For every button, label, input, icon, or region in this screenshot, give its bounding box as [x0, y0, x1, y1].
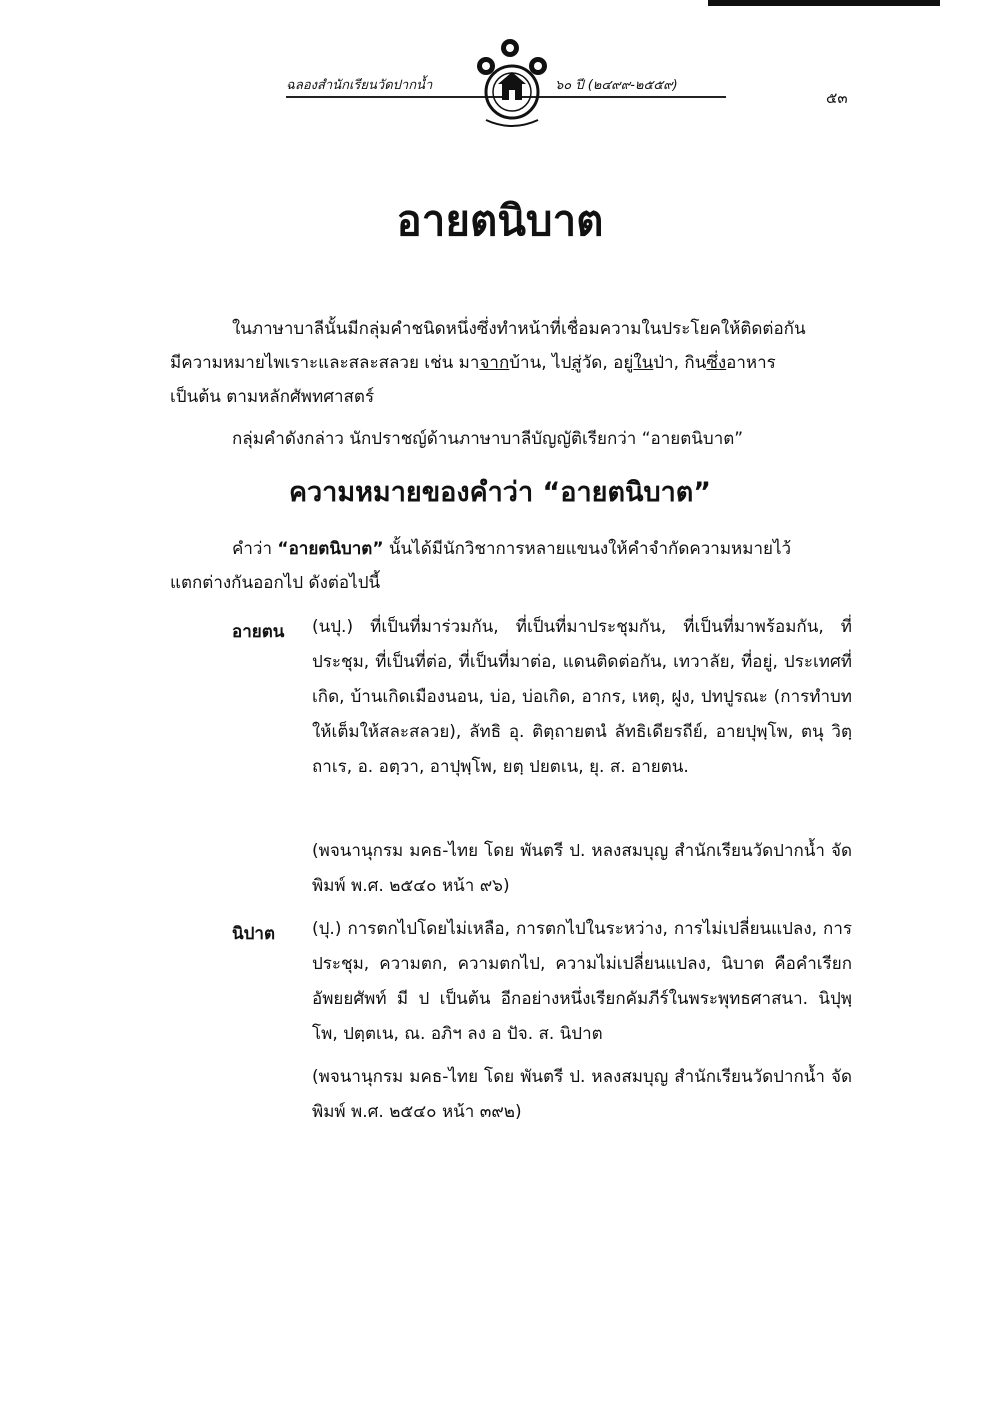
underlined-word: ใน [633, 353, 654, 373]
meaning-intro-line-1 [232, 532, 791, 566]
intro-text: บ้าน, ไป [509, 353, 572, 373]
meaning-text: นั้นได้มีนักวิชาการหลายแขนงให้คำจำกัดความหมายไว้ [383, 539, 792, 559]
temple-seal-logo-icon [472, 36, 552, 132]
entry-citation: (พจนานุกรม มคธ-ไทย โดย พันตรี ป. หลงสมบุญ สำนักเรียนวัดปากน้ำ จัดพิมพ์ พ.ศ. ๒๕๔๐ หน้า ๙๖) [312, 841, 852, 896]
intro-line-3: เป็นต้น ตามหลักศัพทศาสตร์ [170, 387, 375, 407]
entry-citation: (พจนานุกรม มคธ-ไทย โดย พันตรี ป. หลงสมบุญ สำนักเรียนวัดปากน้ำ จัดพิมพ์ พ.ศ. ๒๕๔๐ หน้า ๓๙๒) [312, 1067, 852, 1122]
underlined-word: สู่ [571, 353, 582, 373]
underlined-word: จาก [479, 353, 510, 373]
entry-definition: (นปุ.) ที่เป็นที่มาร่วมกัน, ที่เป็นที่มาประชุมกัน, ที่เป็นที่มาพร้อมกัน, ที่ประชุม, ที่เป็นที่ต่อ, ที่เป็นที่มาต่อ, แดนติดต่อกัน, เทวาลัย, ที่อยู่, ประเทศที่เกิด, บ้านเกิดเมืองนอน, บ่อ, บ่อเกิด, อากร, เหตุ, ฝูง, ปทปูรณะ (การทำบทให้เต็มให้สละสลวย), ลัทธิ อุ. ติตฺถายตนํ ลัทธิเดียรถีย์, อายปุพฺโพ, ตนุ วิตฺถาเร, อ. อตฺวา, อาปุพฺโพ, ยตฺ ปยตเน, ยุ. ส. อายตน. [312, 617, 852, 777]
section-heading: ความหมายของคำว่า “อายตนิบาต” [288, 477, 712, 508]
entry-definition: (ปุ.) การตกไปโดยไม่เหลือ, การตกไปในระหว่าง, การไม่เปลี่ยนแปลง, การประชุม, ความตก, ความตกไป, ความไม่เปลี่ยนแปลง, นิบาต คือคำเรียก อัพยยศัพท์ มี ป เป็นต้น อีกอย่างหนึ่งเรียกคัมภีร์ในพระพุทธศาสนา. นิปุพฺโพ, ปตฺตเน, ณ. อภิฯ ลง อ ปัจ. ส. นิปาต [312, 919, 852, 1044]
meaning-intro-line-2: แตกต่างกันออกไป ดังต่อไปนี้ [170, 573, 381, 593]
intro-text: วัด, อยู่ [581, 353, 634, 373]
underlined-word: ซึ่ง [706, 353, 727, 373]
header-left-text: ฉลองสำนักเรียนวัดปากน้ำ [286, 78, 433, 93]
intro-line-2 [170, 346, 776, 380]
meaning-term: “อายตนิบาต” [277, 539, 384, 559]
intro-text: มีความหมายไพเราะและสละสลวย เช่น มา [170, 353, 480, 373]
entry-term: นิปาต [232, 924, 275, 944]
header-right-text: ๖๐ ปี (๒๔๙๙-๒๕๕๙) [555, 78, 678, 93]
meaning-text: คำว่า [232, 539, 278, 559]
entry-term: อายตน [232, 622, 285, 642]
intro-text: ป่า, กิน [653, 353, 707, 373]
intro-text: อาหาร [726, 353, 776, 373]
scan-edge-bar [708, 0, 940, 6]
intro-line-1: ในภาษาบาลีนั้นมีกลุ่มคำชนิดหนึ่งซึ่งทำหน้าที่เชื่อมความในประโยคให้ติดต่อกัน [232, 319, 806, 339]
page-title: อายตนิบาต [396, 196, 604, 245]
intro-line-4: กลุ่มคำดังกล่าว นักปราชญ์ด้านภาษาบาลีบัญญัติเรียกว่า “อายตนิบาต” [232, 429, 744, 449]
page-number: ๕๓ [826, 89, 848, 107]
